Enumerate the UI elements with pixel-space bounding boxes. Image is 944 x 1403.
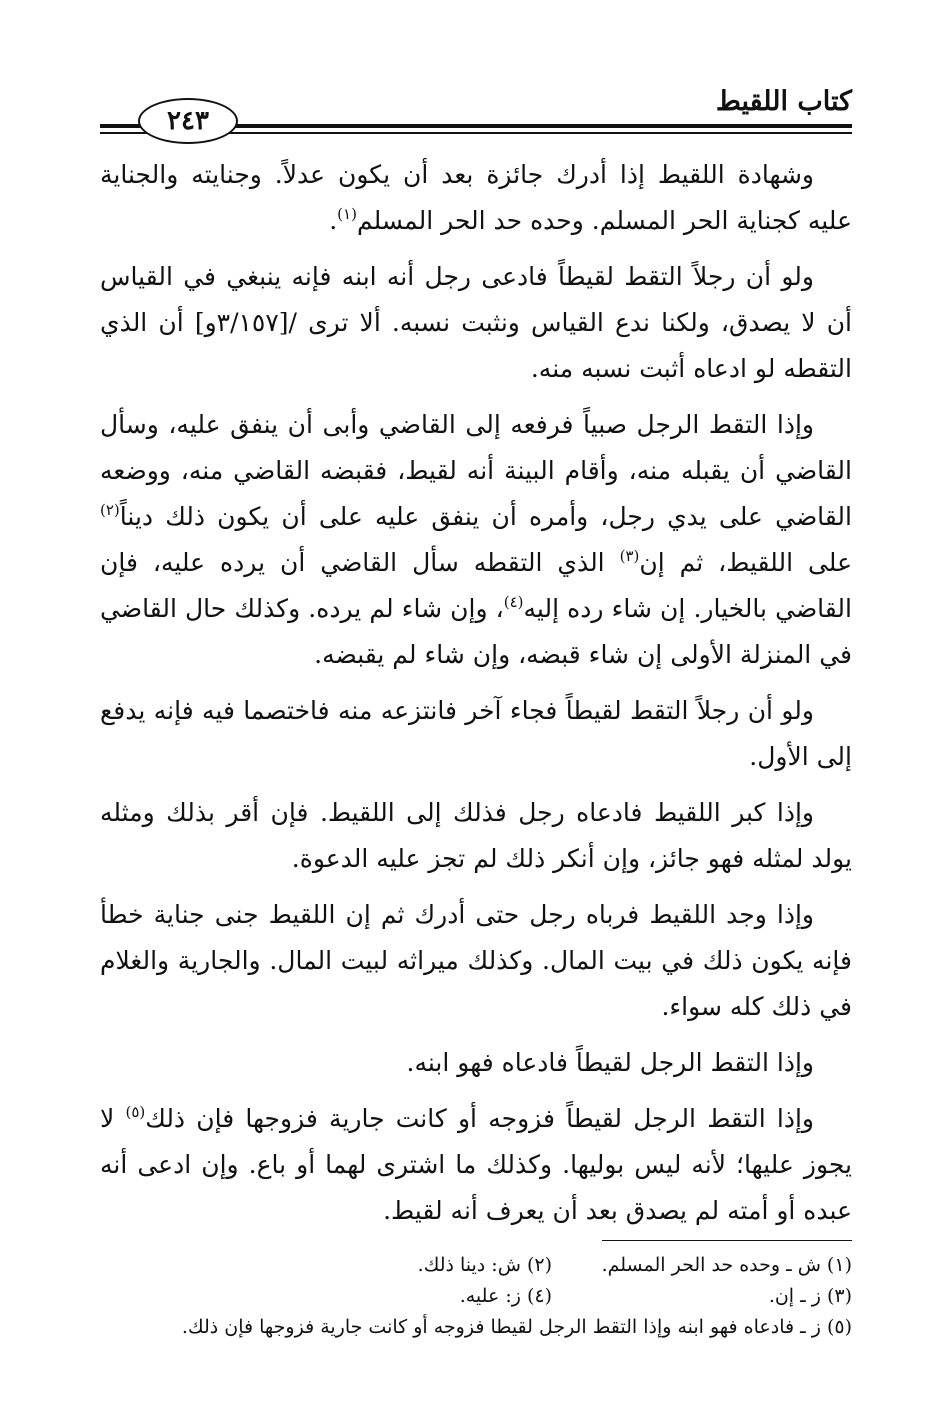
paragraph-3-text-d: ، وإن شاء لم يرده. وكذلك حال القاضي في المنزلة الأولى إن شاء قبضه، وإن شاء لم يقبضه.	[100, 594, 852, 669]
paragraph-5: وإذا كبر اللقيط فادعاه رجل فذلك إلى اللقيط. فإن أقر بذلك ومثله يولد لمثله فهو جائز، وإن أنكر ذلك لم تجز عليه الدعوة.	[100, 798, 852, 873]
paragraph-8-text-a: وإذا التقط الرجل لقيطاً فزوجه أو كانت جارية فزوجها فإن ذلك	[145, 1104, 814, 1133]
footnote-ref-1: (١)	[337, 205, 357, 223]
paragraph-1-text: وشهادة اللقيط إذا أدرك جائزة بعد أن يكون عدلاً. وجنايته والجناية عليه كجناية الحر المسلم. وحده حد الحر المسلم	[100, 160, 852, 235]
paragraph-6: وإذا وجد اللقيط فرباه رجل حتى أدرك ثم إن اللقيط جنى جناية خطأ فإنه يكون ذلك في بيت المال. وكذلك ميراثه لبيت المال. والجارية والغلام في ذلك كله سواء.	[100, 900, 852, 1021]
footnote-ref-2: (٢)	[100, 501, 120, 519]
footnote-row	[100, 1250, 852, 1281]
paragraph-3-text-c: الذي التقطه سأل القاضي أن يرده عليه، فإن القاضي بالخيار. إن شاء رده إليه	[100, 548, 852, 623]
footnote-ref-5: (٥)	[125, 1103, 146, 1121]
footnote-4: (٤) ز: عليه.	[459, 1285, 552, 1307]
paragraph-3-text-b: على اللقيط، ثم إن	[639, 548, 852, 577]
paragraph-4: ولو أن رجلاً التقط لقيطاً فجاء آخر فانتزعه منه فاختصما فيه فإنه يدفع إلى الأول.	[100, 696, 852, 771]
paragraph-1-end: .	[329, 206, 338, 235]
body-text	[100, 152, 852, 1244]
footnote-ref-3: (٣)	[619, 547, 640, 565]
footnotes	[100, 1250, 852, 1343]
page-header	[100, 86, 852, 142]
paragraph-7: وإذا التقط الرجل لقيطاً فادعاه فهو ابنه.	[406, 1048, 814, 1077]
footnote-row	[100, 1281, 852, 1312]
footnote-divider	[602, 1240, 852, 1241]
footnote-2: (٢) ش: دينا ذلك.	[417, 1254, 552, 1276]
footnote-1: (١) ش ـ وحده حد الحر المسلم.	[601, 1254, 852, 1276]
paragraph-1	[100, 152, 852, 244]
page-number-frame	[138, 98, 238, 144]
footnote-ref-4: (٤)	[503, 593, 524, 611]
paragraph-2: ولو أن رجلاً التقط لقيطاً فادعى رجل أنه ابنه فإنه ينبغي في القياس أن لا يصدق، ولكنا ندع القياس ونثبت نسبه. ألا ترى /[٣/١٥٧و] أن الذي التقطه لو ادعاه أثبت نسبه منه.	[100, 262, 852, 383]
paragraph-3-text-a: وإذا التقط الرجل صبياً فرفعه إلى القاضي وأبى أن ينفق عليه، وسأل القاضي أن يقبله منه، وأقام البينة أنه لقيط، فقبضه القاضي منه، ووضعه القاضي على يدي رجل، وأمره أن ينفق عليه على أن يكون ذلك ديناً	[100, 410, 852, 531]
book-title: كتاب اللقيط	[715, 86, 852, 117]
paragraph-8	[100, 1096, 852, 1234]
page-number: ٢٤٣	[167, 106, 209, 136]
footnote-3: (٣) ز ـ إن.	[768, 1285, 852, 1307]
paragraph-8-text-b: لا يجوز عليها؛ لأنه ليس بوليها. وكذلك ما اشترى لهما أو باع. وإن ادعى أنه عبده أو أمته لم يصدق بعد أن يعرف أنه لقيط.	[100, 1104, 852, 1225]
footnote-5: (٥) ز ـ فادعاه فهو ابنه وإذا التقط الرجل لقيطا فزوجه أو كانت جارية فزوجها فإن ذلك.	[181, 1316, 852, 1338]
paragraph-3	[100, 402, 852, 678]
